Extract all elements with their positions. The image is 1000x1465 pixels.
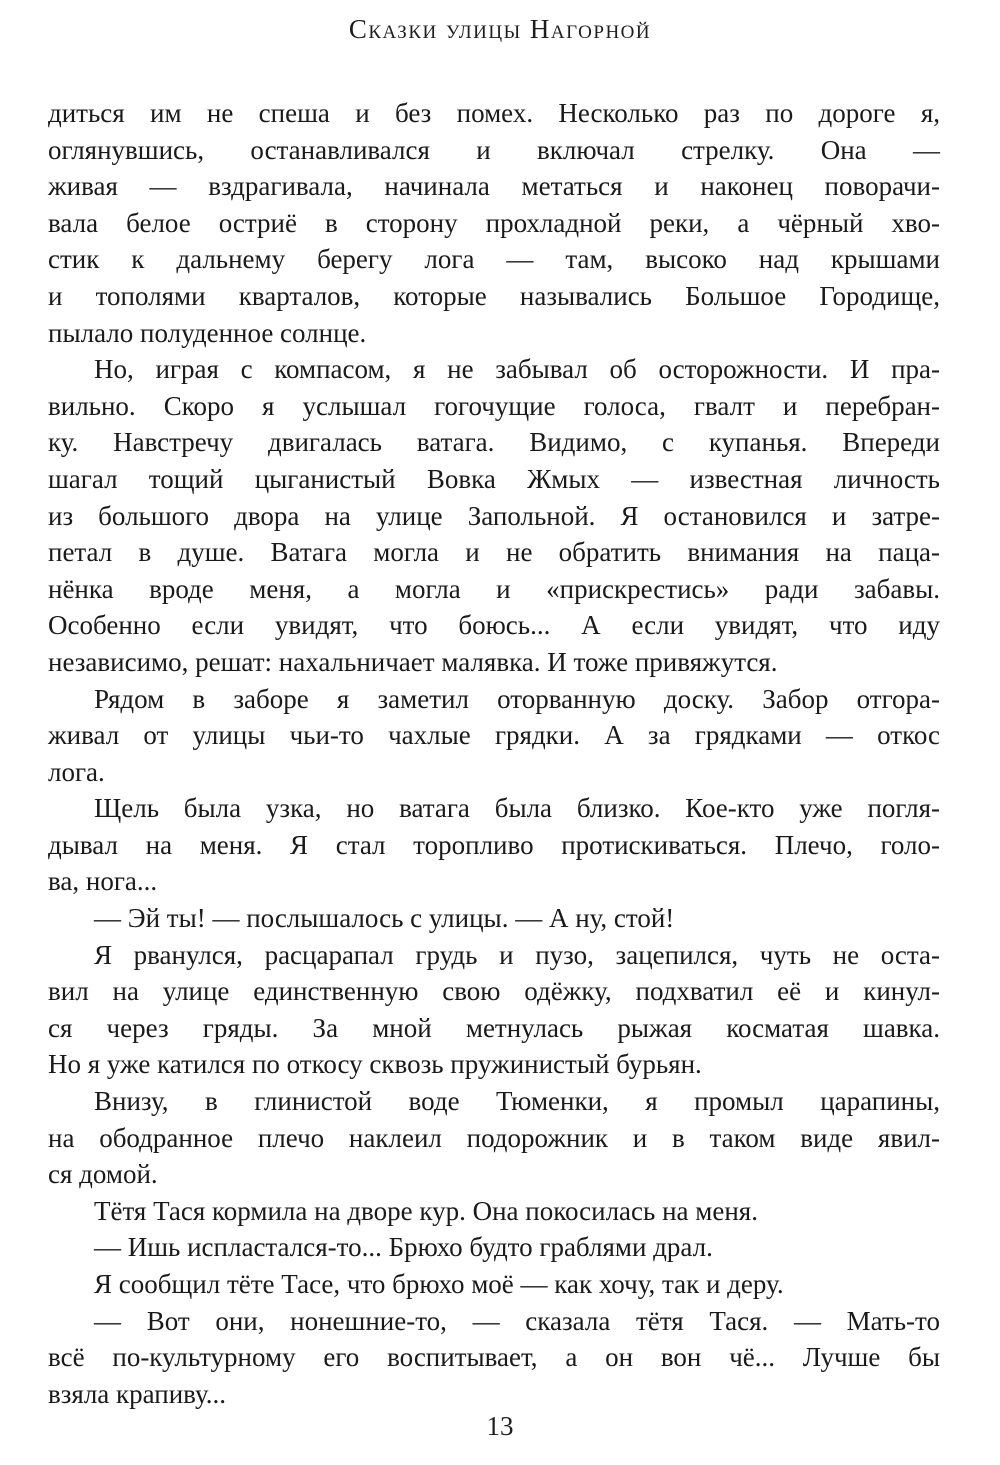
text-line: нёнка вроде меня, а могла и «прискрестись» ради забавы. [48, 573, 940, 604]
text-line: дывал на меня. Я стал торопливо протискиваться. Плечо, голо- [48, 829, 940, 860]
text-line: оглянувшись, останавливался и включал стрелку. Она — [48, 134, 940, 165]
text-line: и тополями кварталов, которые назывались Большое Городище, [48, 280, 940, 311]
text-line: из большого двора на улице Запольной. Я остановился и затре- [48, 500, 940, 531]
text-line: шагал тощий цыганистый Вовка Жмых — известная личность [48, 463, 940, 494]
text-line: — Вот они, нонешние-то, — сказала тётя Тася. — Мать-то [94, 1305, 940, 1336]
page-number: 13 [486, 1411, 514, 1441]
text-line: Но я уже катился по откосу сквозь пружинистый бурьян. [48, 1049, 702, 1080]
text-line: вала белое остриё в сторону прохладной реки, а чёрный хво- [48, 207, 940, 238]
text-line: стик к дальнему берегу лога — там, высоко над крышами [48, 244, 940, 275]
text-line: ку. Навстречу двигалась ватага. Видимо, с купанья. Впереди [48, 427, 940, 458]
text-line: Тётя Тася кормила на дворе кур. Она покосилась на меня. [94, 1195, 758, 1226]
body-text [48, 95, 940, 1412]
text-line: Особенно если увидят, что боюсь... А если увидят, что иду [48, 610, 940, 641]
text-line: петал в душе. Ватага могла и не обратить внимания на паца- [48, 537, 940, 568]
text-line: Я рванулся, расцарапал грудь и пузо, зацепился, чуть не оста- [94, 939, 940, 970]
text-line: пылало полуденное солнце. [48, 317, 367, 348]
text-line: ся домой. [48, 1159, 158, 1190]
text-line: — Эй ты! — послышалось с улицы. — А ну, стой! [94, 903, 675, 934]
text-line: Но, играя с компасом, я не забывал об осторожности. И пра- [94, 354, 940, 385]
text-line: ся через гряды. За мной метнулась рыжая косматая шавка. [48, 1012, 940, 1043]
text-line: диться им не спеша и без помех. Несколько раз по дороге я, [48, 98, 940, 128]
text-line: взяла крапиву... [48, 1378, 227, 1409]
text-line: Внизу, в глинистой воде Тюменки, я промыл царапины, [94, 1086, 940, 1117]
text-line: на ободранное плечо наклеил подорожник и в таком виде явил- [48, 1122, 940, 1153]
text-line: Рядом в заборе я заметил оторванную доску. Забор отгора- [94, 683, 940, 714]
text-line: всё по-культурному его воспитывает, а он вон чё... Лучше бы [48, 1342, 940, 1373]
text-line: независимо, решат: нахальничает малявка. И тоже привяжутся. [48, 646, 778, 677]
text-line: лога. [48, 756, 105, 787]
text-line: ва, нога... [48, 866, 158, 897]
text-line: Я сообщил тёте Тасе, что брюхо моё — как хочу, так и деру. [94, 1269, 784, 1299]
text-line: живая — вздрагивала, начинала метаться и наконец поворачи- [48, 171, 940, 202]
text-line: Щель была узка, но ватага была близко. Кое-кто уже погля- [94, 793, 940, 824]
running-head: Сказки улицы Нагорной [348, 14, 652, 44]
text-line: — Ишь испластался-то... Брюхо будто граблями драл. [94, 1232, 713, 1263]
text-line: живал от улицы чьи-то чахлые грядки. А за грядками — откос [48, 720, 940, 751]
text-line: вил на улице единственную свою одёжку, подхватил её и кинул- [48, 976, 940, 1007]
text-line: вильно. Скоро я услышал гогочущие голоса, гвалт и перебран- [48, 390, 940, 421]
